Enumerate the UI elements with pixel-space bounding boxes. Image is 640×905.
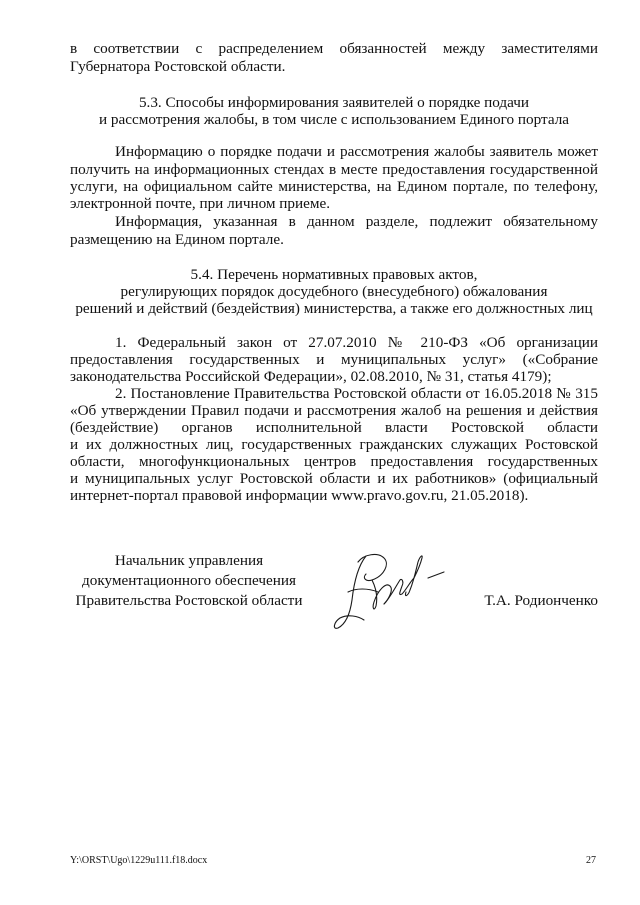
section-5-4-heading-line-3: решений и действий (бездействия) министерства, а также его должностных лиц bbox=[75, 300, 593, 317]
s54-item2-line-3: (бездействие) органов исполнительной власти Ростовской области bbox=[70, 419, 598, 436]
signer-name: Т.А. Родионченко bbox=[484, 592, 598, 609]
section-5-3-heading-line-2: и рассмотрения жалобы, в том числе с использованием Единого портала bbox=[98, 111, 570, 128]
s54-item1-line-3: законодательства Российской Федерации», 02.08.2010, № 31, статья 4179); bbox=[70, 368, 552, 385]
signer-title-line-1: Начальник управления bbox=[114, 552, 264, 569]
s54-item2-line-5: области, многофункциональных центров предоставления государственных bbox=[70, 453, 598, 470]
section-5-3-heading-line-1: 5.3. Способы информирования заявителей о порядке подачи bbox=[138, 94, 530, 111]
handwritten-signature bbox=[328, 548, 468, 633]
s54-item2-line-1: 2. Постановление Правительства Ростовской области от 16.05.2018 № 315 bbox=[115, 385, 598, 402]
s54-item1-line-2: предоставления государственных и муниципальных услуг» («Собрание bbox=[70, 351, 598, 368]
s53-p1-line-3: услуги, на официальном сайте министерства, на Едином портале, по телефону, bbox=[70, 178, 598, 195]
signer-title-line-3: Правительства Ростовской области bbox=[75, 592, 303, 609]
s53-p2-line-2: размещению на Едином портале. bbox=[70, 231, 284, 248]
continuation-line-1: в соответствии с распределением обязанностей между заместителями bbox=[70, 40, 598, 57]
section-5-4-heading-line-1: 5.4. Перечень нормативных правовых актов, bbox=[190, 266, 478, 283]
s53-p1-line-1: Информацию о порядке подачи и рассмотрения жалобы заявитель может bbox=[115, 143, 598, 160]
s54-item2-line-2: «Об утверждении Правил подачи и рассмотрения жалоб на решения и действия bbox=[70, 402, 598, 419]
signer-title-line-2: документационного обеспечения bbox=[82, 572, 296, 589]
s54-item2-line-6: и муниципальных услуг Ростовской области и их работников» (официальный bbox=[70, 470, 598, 487]
s53-p1-line-4: электронной почте, при личном приеме. bbox=[70, 195, 331, 212]
s54-item2-line-7: интернет-портал правовой информации www.pravo.gov.ru, 21.05.2018). bbox=[70, 487, 529, 504]
s54-item1-line-1: 1. Федеральный закон от 27.07.2010 № 210-ФЗ «Об организации bbox=[115, 334, 598, 351]
s53-p2-line-1: Информация, указанная в данном разделе, подлежит обязательному bbox=[115, 213, 598, 230]
continuation-line-2: Губернатора Ростовской области. bbox=[70, 58, 286, 75]
s54-item2-line-4: и их должностных лиц, государственных гражданских служащих Ростовской bbox=[70, 436, 598, 453]
footer-file-path: Y:\ORST\Ugo\1229u111.f18.docx bbox=[70, 855, 208, 866]
section-5-4-heading-line-2: регулирующих порядок досудебного (внесудебного) обжалования bbox=[120, 283, 548, 300]
s53-p1-line-2: получить на информационных стендах в месте предоставления государственной bbox=[70, 161, 598, 178]
footer-page-number: 27 bbox=[586, 855, 596, 866]
